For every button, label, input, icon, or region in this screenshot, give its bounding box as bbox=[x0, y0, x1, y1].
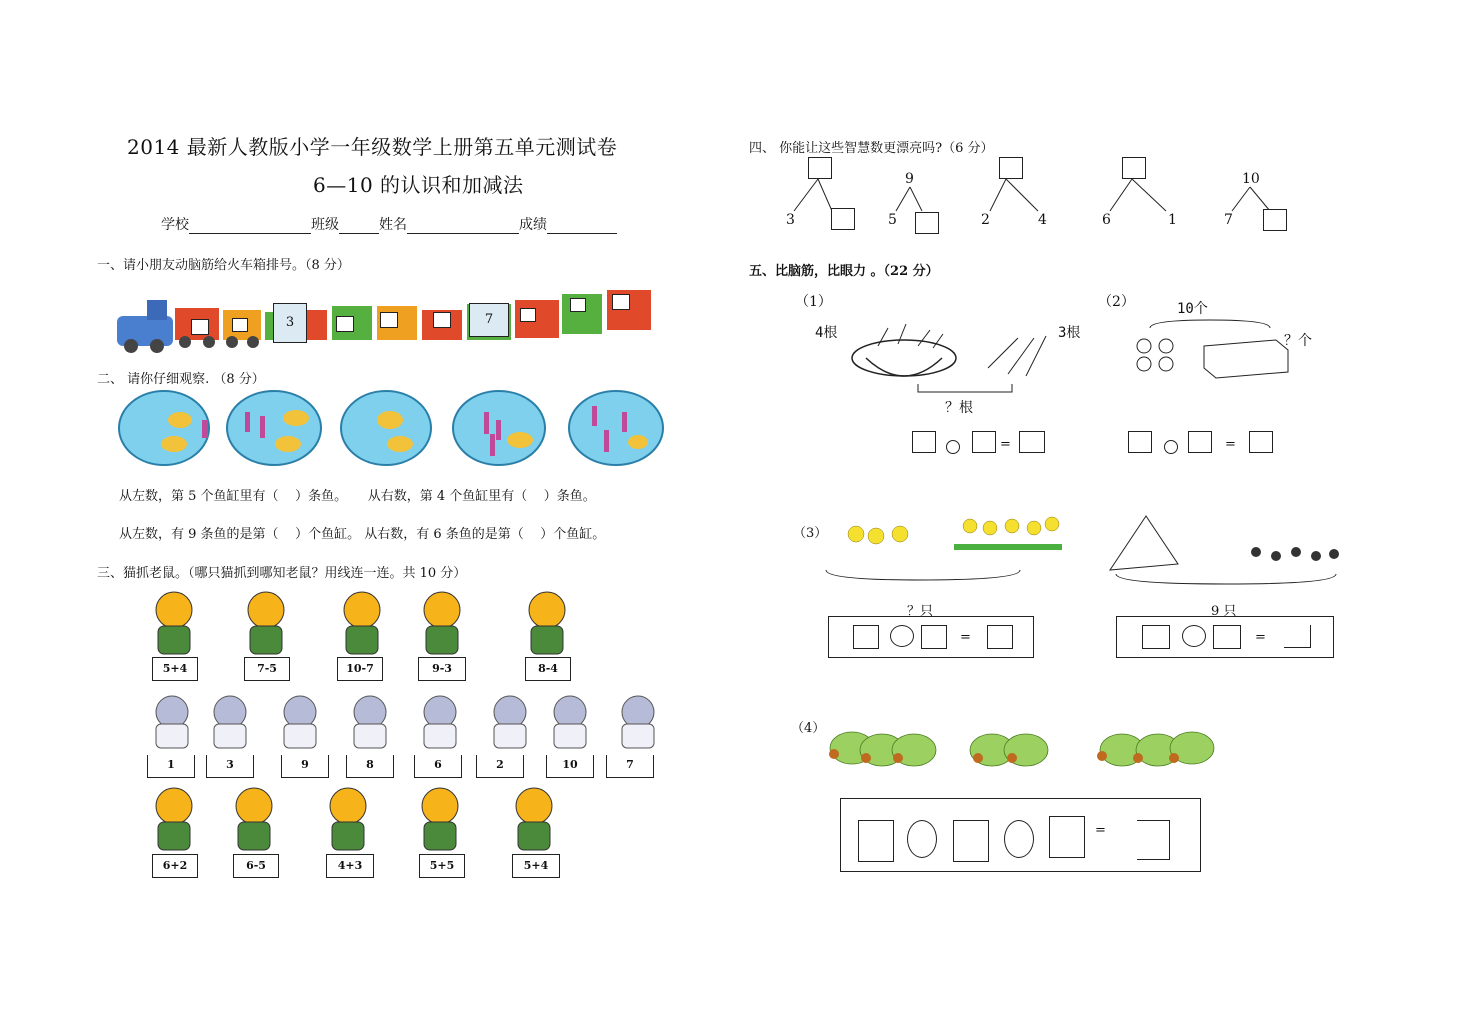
operator-circle[interactable] bbox=[890, 625, 914, 647]
answer-box[interactable] bbox=[953, 820, 989, 862]
operator-circle[interactable] bbox=[1164, 440, 1178, 454]
section2-heading: 二、 请你仔细观察. （8 分） bbox=[97, 372, 265, 387]
cat-label[interactable]: 5+4 bbox=[512, 854, 560, 878]
train-car-box[interactable] bbox=[336, 316, 354, 332]
equals-sign: = bbox=[1255, 630, 1266, 645]
tree-top-box[interactable] bbox=[808, 157, 832, 179]
train-car-box[interactable] bbox=[433, 312, 451, 328]
mouse-label[interactable]: 7 bbox=[606, 755, 654, 778]
operator-circle[interactable] bbox=[1182, 625, 1206, 647]
tree-top-number: 10 bbox=[1242, 171, 1260, 187]
cat-label[interactable]: 7-5 bbox=[244, 657, 290, 681]
problem4-label: （4） bbox=[791, 721, 826, 736]
section3-heading: 三、猫抓老鼠。（哪只猫抓到哪知老鼠？用线连一连。共 10 分） bbox=[97, 566, 467, 581]
page-subtitle: 6—10 的认识和加减法 bbox=[313, 173, 524, 197]
cat-label[interactable]: 4+3 bbox=[326, 854, 374, 878]
problem3-left-question: ？只 bbox=[907, 604, 934, 619]
mouse-label[interactable]: 8 bbox=[346, 755, 394, 778]
tree-left-number: 6 bbox=[1102, 212, 1111, 228]
train-car-box[interactable] bbox=[191, 319, 209, 335]
answer-box[interactable] bbox=[1137, 820, 1170, 860]
bottom-cats-image bbox=[150, 784, 590, 854]
train-car-box-filled[interactable]: 3 bbox=[273, 303, 307, 343]
train-car-box-filled[interactable]: 7 bbox=[469, 303, 509, 337]
cat-label[interactable]: 5+5 bbox=[419, 854, 465, 878]
mouse-label[interactable]: 6 bbox=[414, 755, 462, 778]
tree-left-number: 3 bbox=[786, 212, 795, 228]
problem3-right-question: 9 只 bbox=[1211, 604, 1237, 619]
section4-heading: 四、 你能让这些智慧数更漂亮吗?（6 分） bbox=[749, 141, 994, 156]
fish-bowls-image bbox=[118, 390, 678, 474]
answer-box[interactable] bbox=[858, 820, 894, 862]
problem1-label: （1） bbox=[795, 294, 832, 310]
top-cats-image bbox=[150, 588, 610, 658]
cat-label[interactable]: 5+4 bbox=[152, 657, 198, 681]
problem2-total: 10个 bbox=[1177, 301, 1208, 317]
name-label: 姓名 bbox=[379, 217, 407, 233]
answer-box[interactable] bbox=[1128, 431, 1152, 453]
section1-heading: 一、请小朋友动脑筋给火车箱排号。（8 分） bbox=[97, 258, 350, 273]
tree-right-box[interactable] bbox=[915, 212, 939, 234]
grasshoppers-image bbox=[822, 726, 1222, 776]
tree-right-number: 4 bbox=[1038, 212, 1047, 228]
mice-image bbox=[142, 686, 672, 752]
answer-box[interactable] bbox=[912, 431, 936, 453]
answer-box[interactable] bbox=[1019, 431, 1045, 453]
chicks-penguins-image bbox=[820, 512, 1360, 602]
answer-box[interactable] bbox=[1249, 431, 1273, 453]
name-blank[interactable] bbox=[407, 217, 519, 234]
school-blank[interactable] bbox=[189, 217, 311, 234]
section2-question-2: 从左数，有 9 条鱼的是第（ ）个鱼缸。 从右数，有 6 条鱼的是第（ ）个鱼缸。 bbox=[119, 527, 606, 542]
problem1-question: ？根 bbox=[945, 400, 973, 416]
answer-box[interactable] bbox=[921, 625, 947, 649]
operator-circle[interactable] bbox=[1004, 820, 1034, 858]
info-fields bbox=[161, 214, 617, 234]
class-label: 班级 bbox=[311, 217, 339, 233]
tree-right-number: 1 bbox=[1168, 212, 1177, 228]
cat-label[interactable]: 9-3 bbox=[418, 657, 466, 681]
school-label: 学校 bbox=[161, 217, 189, 233]
mouse-label[interactable]: 9 bbox=[281, 755, 329, 778]
problem1-left-count: 4根 bbox=[815, 325, 838, 341]
page-title: 2014 最新人教版小学一年级数学上册第五单元测试卷 bbox=[127, 135, 618, 159]
answer-box[interactable] bbox=[1284, 625, 1311, 648]
score-label: 成绩 bbox=[519, 217, 547, 233]
balls-box-image bbox=[1130, 314, 1350, 384]
answer-box[interactable] bbox=[1213, 625, 1241, 649]
tree-left-number: 5 bbox=[888, 212, 897, 228]
train-car-box[interactable] bbox=[520, 308, 536, 322]
mouse-label[interactable]: 1 bbox=[147, 755, 195, 778]
cat-label[interactable]: 8-4 bbox=[525, 657, 571, 681]
equals-sign: = bbox=[1095, 823, 1106, 838]
problem2-label: （2） bbox=[1098, 294, 1135, 310]
tree-top-box[interactable] bbox=[999, 157, 1023, 179]
answer-box[interactable] bbox=[1188, 431, 1212, 453]
train-car-box[interactable] bbox=[570, 298, 586, 312]
equals-sign: = bbox=[1000, 437, 1011, 452]
tree-left-number: 2 bbox=[981, 212, 990, 228]
answer-box[interactable] bbox=[1142, 625, 1170, 649]
cat-label[interactable]: 10-7 bbox=[337, 657, 383, 681]
answer-box[interactable] bbox=[987, 625, 1013, 649]
tree-top-box[interactable] bbox=[1122, 157, 1146, 179]
tree-top-number: 9 bbox=[905, 171, 914, 187]
cat-label[interactable]: 6+2 bbox=[152, 854, 198, 878]
problem3-label: （3） bbox=[793, 526, 828, 541]
answer-box[interactable] bbox=[853, 625, 879, 649]
operator-circle[interactable] bbox=[946, 440, 960, 454]
section2-question-1: 从左数，第 5 个鱼缸里有（ ）条鱼。 从右数，第 4 个鱼缸里有（ ）条鱼。 bbox=[119, 489, 596, 504]
mouse-label[interactable]: 10 bbox=[546, 755, 594, 778]
train-car-box[interactable] bbox=[232, 318, 248, 332]
answer-box[interactable] bbox=[972, 431, 996, 453]
train-car-box[interactable] bbox=[380, 312, 398, 328]
tree-left-number: 7 bbox=[1224, 212, 1233, 228]
class-blank[interactable] bbox=[339, 217, 379, 234]
answer-box[interactable] bbox=[1049, 816, 1085, 858]
cat-label[interactable]: 6-5 bbox=[233, 854, 279, 878]
problem1-right-count: 3根 bbox=[1058, 325, 1081, 341]
number-trees-lines bbox=[780, 155, 1340, 235]
operator-circle[interactable] bbox=[907, 820, 937, 858]
equals-sign: = bbox=[1225, 437, 1236, 452]
mouse-label[interactable]: 3 bbox=[206, 755, 254, 778]
section5-heading: 五、比脑筋，比眼力 。（22 分） bbox=[749, 264, 939, 279]
mouse-label[interactable]: 2 bbox=[476, 755, 524, 778]
tree-right-box[interactable] bbox=[831, 208, 855, 230]
tree-right-box[interactable] bbox=[1263, 209, 1287, 231]
equals-sign: = bbox=[960, 630, 971, 645]
problem2-question: ？个 bbox=[1284, 333, 1312, 349]
train-car-box[interactable] bbox=[612, 294, 630, 310]
score-blank[interactable] bbox=[547, 217, 617, 234]
